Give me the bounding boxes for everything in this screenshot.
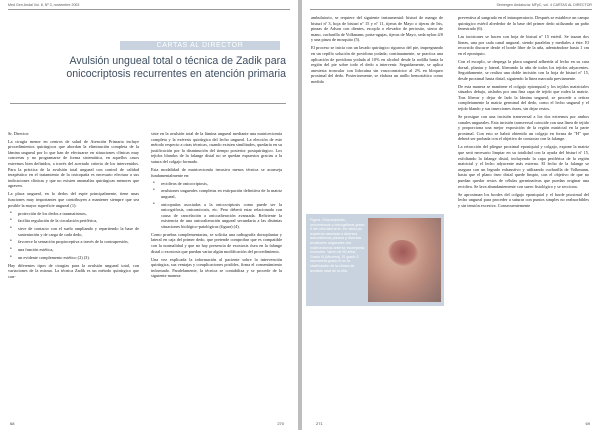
section-label: CARTAS AL DIRECTOR (120, 41, 280, 50)
article-title: Avulsión ungueal total o técnica de Zadik para onicocriptosis recurrentes en atención primaria (66, 55, 286, 80)
paragraph: Las incisiones se hacen con hoja de bisturí nº 15 estéril. Se trazan dos líneas, una por cada canal ungueal, siendo paralelas y mediales a éste. El recorrido discurre desde el borde libre de la uña, adentrándose hasta 1 cm en el eponiquio. (458, 34, 589, 56)
page-number-outer: 69 (585, 421, 590, 426)
title-rule (10, 103, 286, 104)
right-column-1 (311, 15, 443, 87)
list-item: • avulsiones ungueales completas en extirpación definitiva de la matriz ungueal, (151, 188, 282, 199)
left-column-1 (8, 131, 139, 282)
toe-photo (368, 218, 441, 302)
paragraph: Se prosigue con una incisión transversal a los dos extremos por ambos canales ungueales. Esta incisión transversal coincide con una línea de tejido y proporciona una mejor exposición de la región matricial en la parte proximal. Con esto se habrá obtenido un colgajo en forma de "H" que deberá ser probada con el objetivo de contactar con la falange. (458, 114, 589, 142)
page-number-inner: 271 (316, 421, 323, 426)
paragraph: preventiva al sangrado en el intraoperatorio. Después se establece un campo quirúrgico estéril alrededor de la base del primer dedo utilizando un paño fenestrado (6). (458, 15, 589, 32)
list-item: • un evidente complemento estético (2) (3). (8, 255, 139, 261)
paragraph: De esta manera se mantiene el colgajo epionquial y los tejidos matriciales situados debajo, aislados por una fina capa de tejido que rodea la matriz. Tras liberar y dejar de lado la lámina ungueal, se procede a retirar completamente la matriz germinal del dedo, como el lecho ungueal y el tejido blando y sus inserciones óseas, sin dejar restos. (458, 83, 589, 112)
left-column-2 (151, 131, 282, 281)
figure-box (306, 214, 444, 306)
list-item: • recidivas de onicocriptosis, (151, 181, 282, 187)
right-page (302, 0, 600, 430)
paragraph: La retracción del pliegue proximal eponiquial y colgajo, expone la matriz que será necesario limpiar en su totalidad con la ayuda del bisturí nº 15, exfoliando la falange distal, incluyendo la capa periférica de la región matricial y el lecho adyacente más externo. El lecho de la falange se asegura con un legrado exhaustivo y utilizando cucharilla de Volkmann, hasta que el plano óseo distal quede limpio, con el objetivo de que no puedan quedar restos de células germinativas que puedan originar una recidiva. Se lava abundantemente con suero fisiológico y se secciona. (458, 144, 589, 189)
paragraph: Se aproximan los bordes del colgajo eponiquial y el borde proximal del lecho ungueal para proceder a suturar con puntos simples no reabsorbibles y sin tensión excesiva. Consecuentemente (458, 191, 589, 208)
paragraph: La cirugía menor en centros de salud de Atención Primaria incluye procedimientos quirúrgicos que abordan la eliminación completa de la lámina ungueal por lo que han de efectuarse en situaciones clínicas muy concretas y no programarse de forma sistemática, en aquellos casos extremos bien definidos, a través del acertado criterio de los intervenidos. Para la práctica de la avulsión total ungueal con control de calidad terapéutico en el tratamiento de la onicopatía es necesario efectuar a sus indicaciones clínicas y que no existen anomalías quirúrgicas menores que agraven. (8, 138, 139, 189)
running-header-right: Semergen Andalucía: MFyC, vol. 4 CARTAS AL DIRECTOR (496, 3, 592, 7)
paragraph: La placa ungueal, en lo dedos del espie principalmente, tiene unas funciones muy importantes que contribuyen a mantener siempre que sea posible la mayor superficie ungueal (1): (8, 191, 139, 208)
paragraph: Con el escoplo, se despega la placa ungueal adherida al lecho en su cara dorsal, plantar y lateral, liberando la uña de todos los tejidos adyacentes. Seguidamente, se realiza una doble incisión con la hoja de bisturí nº 15, desde proximal hasta distal, siguiendo la línea marcada previamente. (458, 58, 589, 81)
list-item: • sirve de contacto con el suelo ampliando y repartiendo la base de sustentación y de carga de cada dedo, (8, 226, 139, 237)
page-number-outer: 68 (10, 421, 15, 426)
list-item: • favorece la sensación propioceptiva a través de la contrapresión, (8, 239, 139, 245)
header-rule (310, 9, 592, 10)
left-page (0, 0, 298, 430)
paragraph: Esta modalidad de matricectomía invasiva menos técnica se aconseja fundamentalmente en: (151, 166, 282, 178)
paragraph: El proceso se inicia con un lavado quirúrgico riguroso del pie, impregnando en un cepillo solución de povidona yodada; continuamente, se practica una aplicación de povidona yodada al 10% en alcohol desde la rodilla hasta la región del pie sobre todo el dedo a intervenir. Seguidamente, se aplica anestesia troncular con lidocaína sin vasoconstrictor al 2% en bloqueo proximal del dedo. Posteriormente, se elabora un anillo hemostático como medida (311, 45, 443, 84)
running-header-left: Med Gen Andal Vol. 8, Nº 3, noviembre 2003 (8, 3, 80, 7)
list-item: • protección de los dedos a traumatismos, (8, 211, 139, 217)
paragraph: Hay diferentes tipos de cirugías para la avulsión ungueal total, con variaciones de la misma. La técnica Zadik es un método quirúrgico que con- (8, 262, 139, 279)
list-item: • onicopatías asociadas a la onicocriptosis como puede ser la onicogrifosis, onicomicosis, etc. Pero deberá estar relacionada con causa de cancelación a onicoalteración avanzada. Refiriente la existencia de una onicoalteración ungueal secundaria a las distintas situaciones biológico-patológicas (figura) (4). (151, 202, 282, 230)
right-column-2 (458, 15, 589, 211)
paragraph: ambulatorio, se requiere del siguiente instrumental: bisturí de mango de bisturí nº 3, hoja de bisturí nº 15 y nº 11, tijeras de Mayo o tijeras de Iris, pinzas de Adson con dientes, escoplo o elevador de periostio, sierra de mano, cucharilla de Volkmann, porta-agujas, tijeras de Mayo, seda nylon 4/0 y una pinza de mosquito (5). (311, 15, 443, 43)
paragraph: Como pruebas complementarias, se solicita una radiografía dorsoplantar y lateral en caja del primer dedo, que pretende comprobar que es compatible con la normalidad y que no hay presencia de exostosis ósea en la falange distal o exostosis que puedan variar algún modificación del procedimiento. (151, 231, 282, 254)
paragraph: Una vez explicada la información al paciente sobre la intervención quirúrgica, sus ventajas y complicaciones posibles, firma el consentimiento informado. Paralelamente, la técnica se contabiliza y se procede de la siguiente manera: (151, 256, 282, 279)
indication-list (151, 181, 282, 230)
page-number-inner: 270 (277, 421, 284, 426)
list-item: • facilita regulación de la circulación periférica, (8, 218, 139, 224)
paragraph: siste en la avulsión total de la lámina ungueal mediante una matricectomía completa y la exéresis quirúrgica del lecho ungueal. La elección de este método respecto a otras técnicas, cuando existen similitudes, quedaría en su justificación por la disminución del tiempo posterior postquirúrgico. Los tejidos blandos de la falange distal no se quedan expuestos gracias a la sutura del colgajo formado. (151, 131, 282, 164)
function-list (8, 211, 139, 261)
figure-caption: Figura. Onicocriptosis, onicomicosis y onicogrifosis grado 3 del uñal lateral en 1er dedo pie izquierdo asociada a diversos traumatismos previos y diversas avulsiones ungueales con matricectomía anterior incompleta, evolución. Varón de 50 años. Grado III (Mozena). El grado 3 representa grado III en la clasificación de la clínica de avulsión total de la uña. (310, 218, 366, 273)
salutation: Sr. Director: (8, 131, 30, 136)
header-rule (8, 9, 290, 10)
list-item: • una función estética, (8, 247, 139, 253)
